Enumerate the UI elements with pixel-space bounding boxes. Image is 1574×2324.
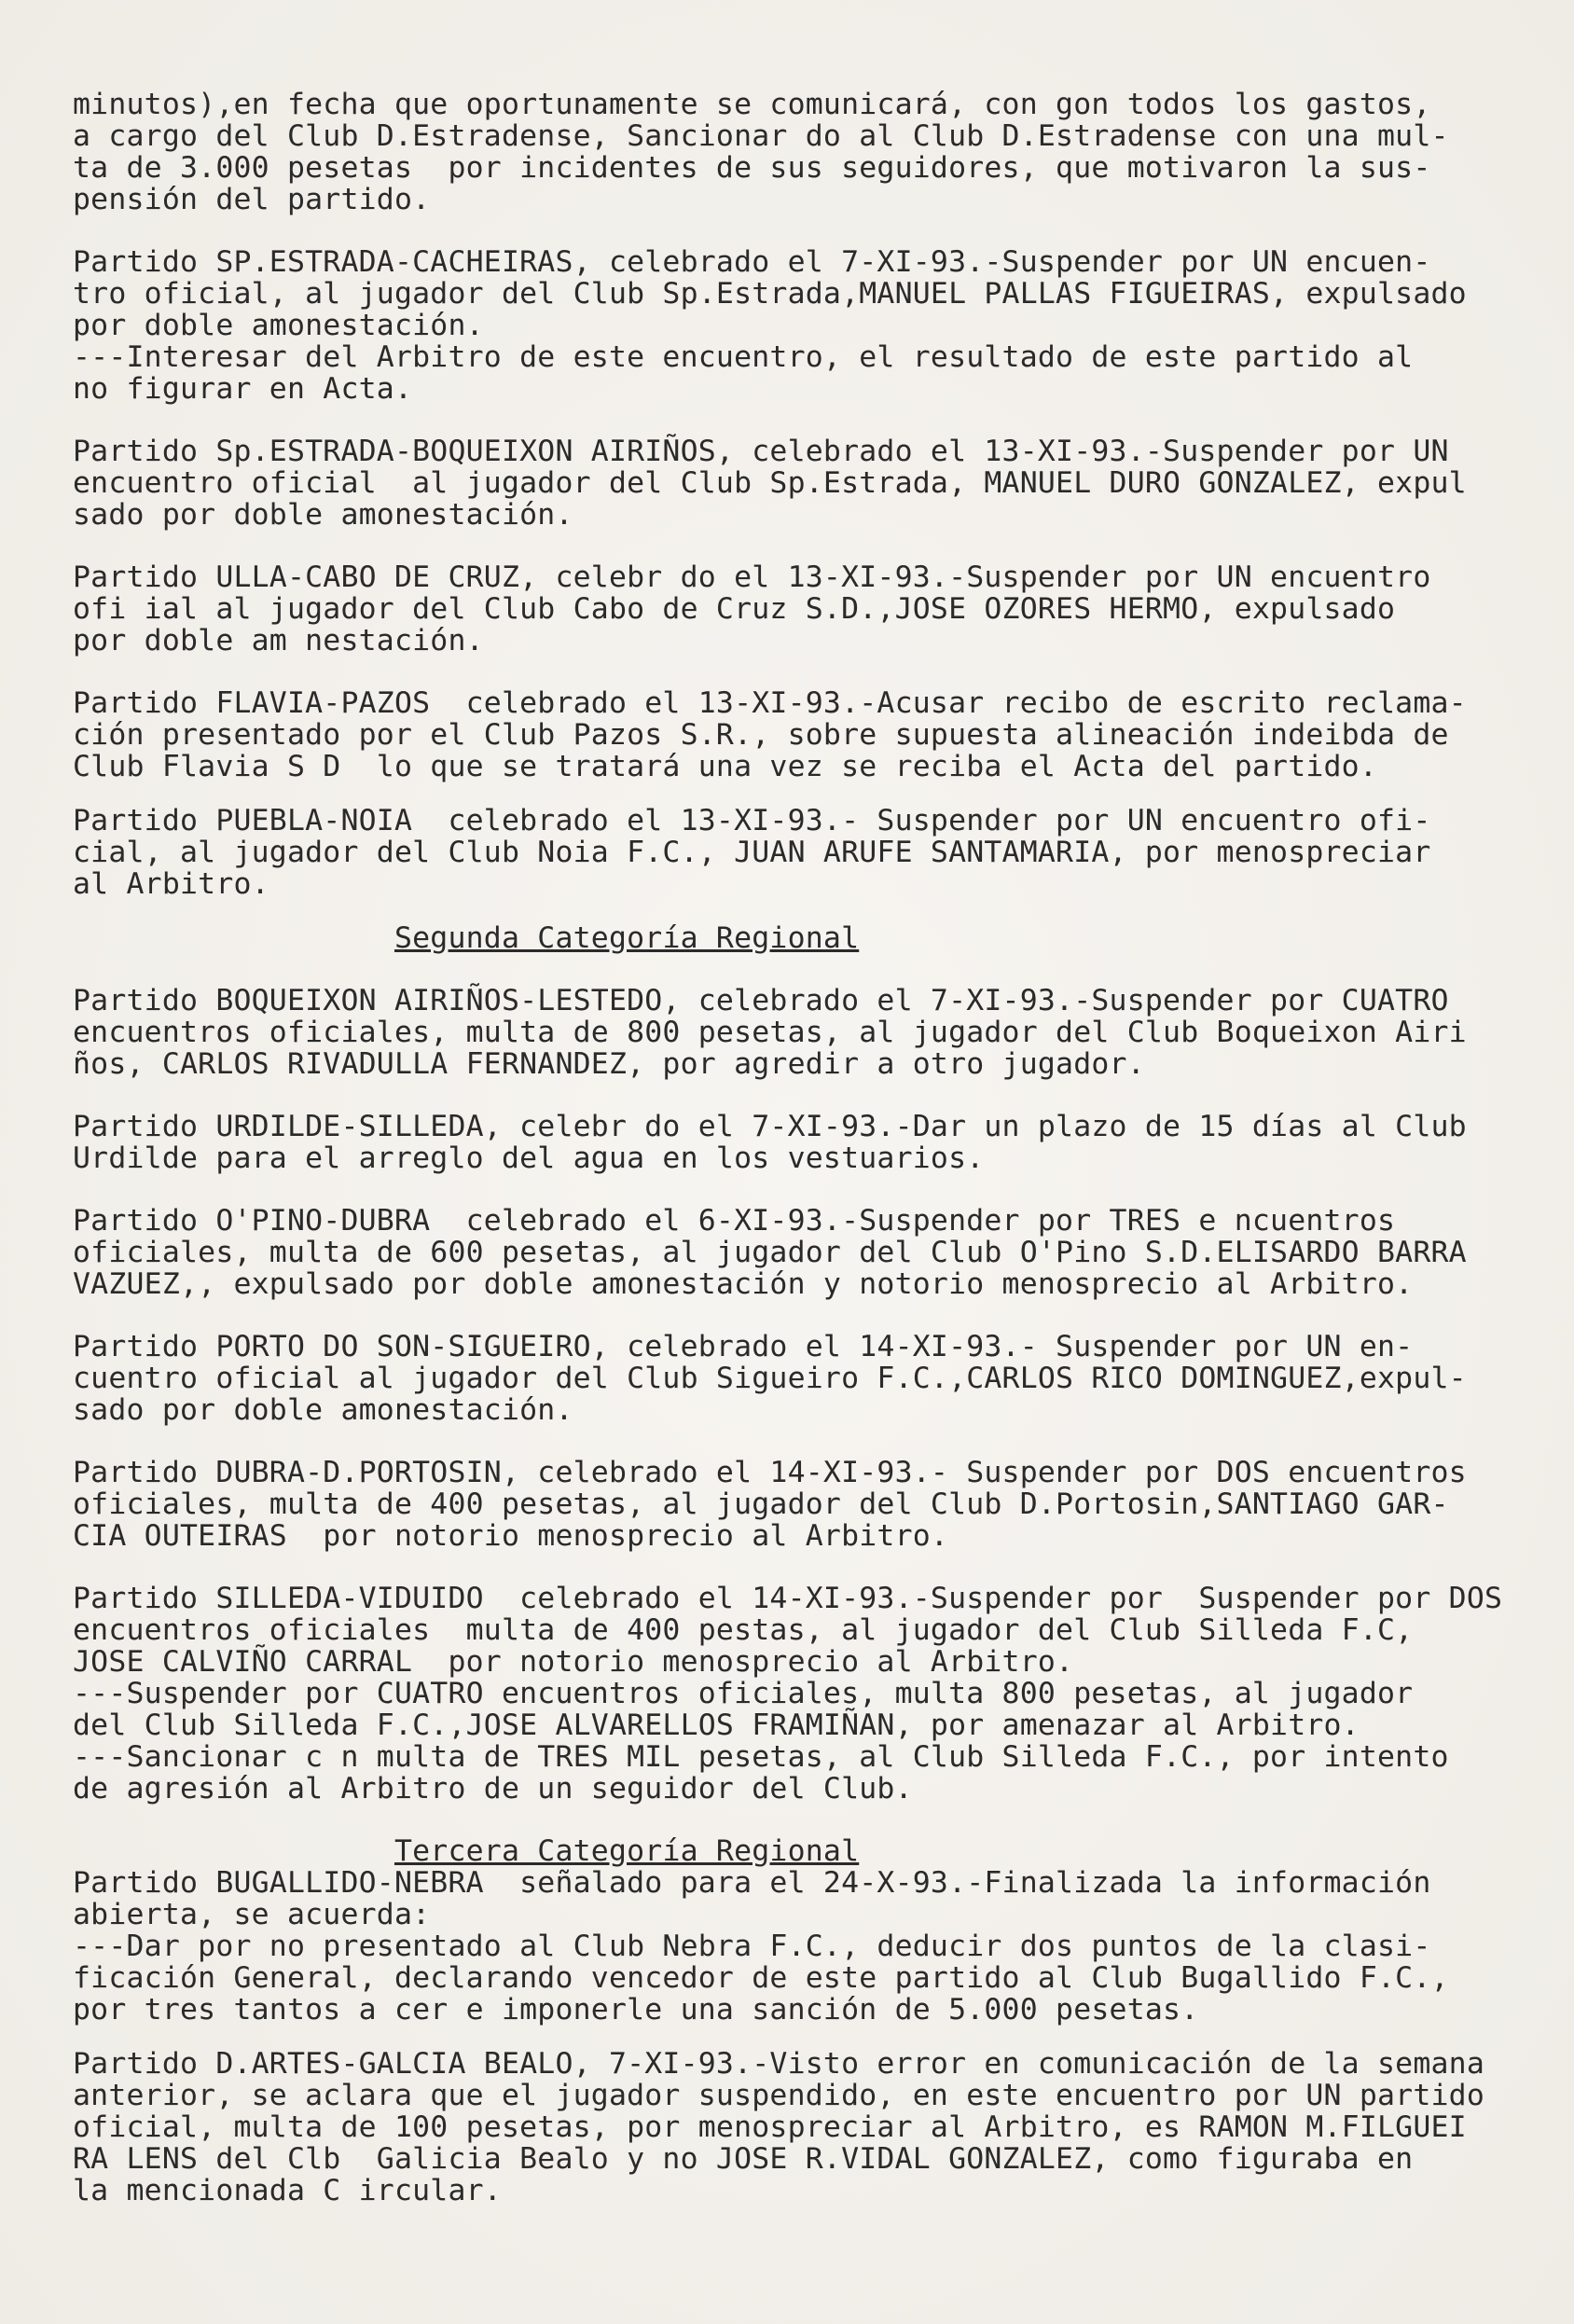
text-line: ---Sancionar c n multa de TRES MIL pesetas, al Club Silleda F.C., por intento [73, 1740, 1449, 1774]
text-line: por doble am nestación. [73, 624, 484, 657]
text-line: pensión del partido. [73, 183, 431, 216]
text-line: Partido FLAVIA-PAZOS celebrado el 13-XI-93.-Acusar recibo de escrito reclama- [73, 686, 1467, 720]
text-line: CIA OUTEIRAS por notorio menosprecio al Arbitro. [73, 1519, 949, 1553]
text-line: Partido DUBRA-D.PORTOSIN, celebrado el 14-XI-93.- Suspender por DOS encuentros [73, 1456, 1467, 1489]
text-line: Partido SP.ESTRADA-CACHEIRAS, celebrado el 7-XI-93.-Suspender por UN encuen- [73, 245, 1431, 279]
line-gap [73, 1552, 1509, 1583]
text-line: VAZUEZ,, expulsado por doble amonestación y notorio menosprecio al Arbitro. [73, 1267, 1414, 1301]
line-gap [73, 954, 1509, 985]
text-line: Partido BUGALLIDO-NEBRA señalado para el 24-X-93.-Finalizada la información [73, 1866, 1431, 1900]
text-line: tro oficial, al jugador del Club Sp.Estrada,MANUEL PALLAS FIGUEIRAS, expulsado [73, 277, 1467, 311]
line-gap [73, 1805, 1509, 1835]
text-line: Partido SILLEDA-VIDUIDO celebrado el 14-XI-93.-Suspender por Suspender por DOS [73, 1582, 1503, 1615]
text-line: JOSE CALVIÑO CARRAL por notorio menosprecio al Arbitro. [73, 1645, 1074, 1679]
text-line: Partido PUEBLA-NOIA celebrado el 13-XI-93.- Suspender por UN encuentro ofi- [73, 804, 1431, 837]
line-gap [73, 1300, 1509, 1331]
text-line: ficación General, declarando vencedor de este partido al Club Bugallido F.C., [73, 1961, 1449, 1995]
section-heading [73, 922, 1509, 954]
text-line: abierta, se acuerda: [73, 1898, 431, 1931]
text-line: cuentro oficial al jugador del Club Sigueiro F.C.,CARLOS RICO DOMINGUEZ,expul- [73, 1362, 1467, 1395]
text-line: ta de 3.000 pesetas por incidentes de sus seguidores, que motivaron la sus- [73, 151, 1431, 185]
text-line: al Arbitro. [73, 867, 269, 901]
text-line: ofi ial al jugador del Club Cabo de Cruz S.D.,JOSE OZORES HERMO, expulsado [73, 592, 1396, 626]
text-line: minutos),en fecha que oportunamente se comunicará, con gon todos los gastos, [73, 88, 1431, 121]
text-line: Partido ULLA-CABO DE CRUZ, celebr do el 13-XI-93.-Suspender por UN encuentro [73, 560, 1431, 594]
text-line: encuentro oficial al jugador del Club Sp.Estrada, MANUEL DURO GONZALEZ, expul [73, 466, 1467, 500]
text-line: oficiales, multa de 400 pesetas, al jugador del Club D.Portosin,SANTIAGO GAR- [73, 1487, 1449, 1521]
text-line: la mencionada C ircular. [73, 2174, 502, 2207]
line-gap [73, 1426, 1509, 1457]
text-line: a cargo del Club D.Estradense, Sancionar do al Club D.Estradense con una mul- [73, 119, 1449, 153]
text-line: cial, al jugador del Club Noia F.C., JUAN ARUFE SANTAMARIA, por menospreciar [73, 836, 1431, 869]
line-gap [73, 405, 1509, 436]
line-gap [73, 215, 1509, 246]
text-line: Urdilde para el arreglo del agua en los vestuarios. [73, 1141, 985, 1175]
text-line: ---Dar por no presentado al Club Nebra F.C., deducir dos puntos de la clasi- [73, 1930, 1431, 1963]
line-gap [73, 1174, 1509, 1205]
text-line: sado por doble amonestación. [73, 498, 573, 532]
line-gap [73, 657, 1509, 687]
text-line: Partido O'PINO-DUBRA celebrado el 6-XI-93.-Suspender por TRES e ncuentros [73, 1204, 1396, 1238]
text-line: de agresión al Arbitro de un seguidor del Club. [73, 1772, 913, 1805]
typed-text-body [73, 89, 1509, 2206]
text-line: por doble amonestación. [73, 309, 484, 342]
text-line: ---Suspender por CUATRO encuentros oficiales, multa 800 pesetas, al jugador [73, 1677, 1414, 1710]
text-line: no figurar en Acta. [73, 372, 413, 406]
line-gap [73, 1080, 1509, 1111]
text-line: oficiales, multa de 600 pesetas, al jugador del Club O'Pino S.D.ELISARDO BARRA [73, 1236, 1467, 1269]
text-line: del Club Silleda F.C.,JOSE ALVARELLOS FRAMIÑAN, por amenazar al Arbitro. [73, 1708, 1360, 1742]
text-line: Partido URDILDE-SILLEDA, celebr do el 7-XI-93.-Dar un plazo de 15 días al Club [73, 1110, 1467, 1143]
text-line: Partido Sp.ESTRADA-BOQUEIXON AIRIÑOS, celebrado el 13-XI-93.-Suspender por UN [73, 435, 1449, 468]
text-line: por tres tantos a cer e imponerle una sanción de 5.000 pesetas. [73, 1993, 1199, 2027]
text-line: Club Flavia S D lo que se tratará una vez se reciba el Acta del partido. [73, 750, 1378, 783]
line-gap [73, 531, 1509, 561]
text-line: encuentros oficiales, multa de 800 pesetas, al jugador del Club Boqueixon Airi [73, 1016, 1467, 1049]
section-heading [73, 1835, 1509, 1867]
line-gap [73, 900, 1509, 922]
text-line: ción presentado por el Club Pazos S.R., sobre supuesta alineación indeibda de [73, 718, 1449, 752]
text-line: Partido PORTO DO SON-SIGUEIRO, celebrado el 14-XI-93.- Suspender por UN en- [73, 1330, 1414, 1363]
text-line: anterior, se aclara que el jugador suspendido, en este encuentro por UN partido [73, 2079, 1485, 2112]
text-line: sado por doble amonestación. [73, 1393, 573, 1427]
text-line: RA LENS del Clb Galicia Bealo y no JOSE R.VIDAL GONZALEZ, como figuraba en [73, 2142, 1414, 2176]
text-line: encuentros oficiales multa de 400 pestas, al jugador del Club Silleda F.C, [73, 1613, 1414, 1647]
text-line: ños, CARLOS RIVADULLA FERNANDEZ, por agredir a otro jugador. [73, 1047, 1145, 1081]
section-heading-text: Tercera Categoría Regional [394, 1834, 860, 1868]
text-line: Partido BOQUEIXON AIRIÑOS-LESTEDO, celebrado el 7-XI-93.-Suspender por CUATRO [73, 984, 1449, 1017]
section-heading-text: Segunda Categoría Regional [394, 921, 860, 955]
text-line: ---Interesar del Arbitro de este encuentro, el resultado de este partido al [73, 340, 1414, 374]
line-gap [73, 2026, 1509, 2048]
text-line: oficial, multa de 100 pesetas, por menospreciar al Arbitro, es RAMON M.FILGUEI [73, 2110, 1467, 2144]
text-line: Partido D.ARTES-GALCIA BEALO, 7-XI-93.-Visto error en comunicación de la semana [73, 2047, 1485, 2081]
line-gap [73, 782, 1509, 805]
